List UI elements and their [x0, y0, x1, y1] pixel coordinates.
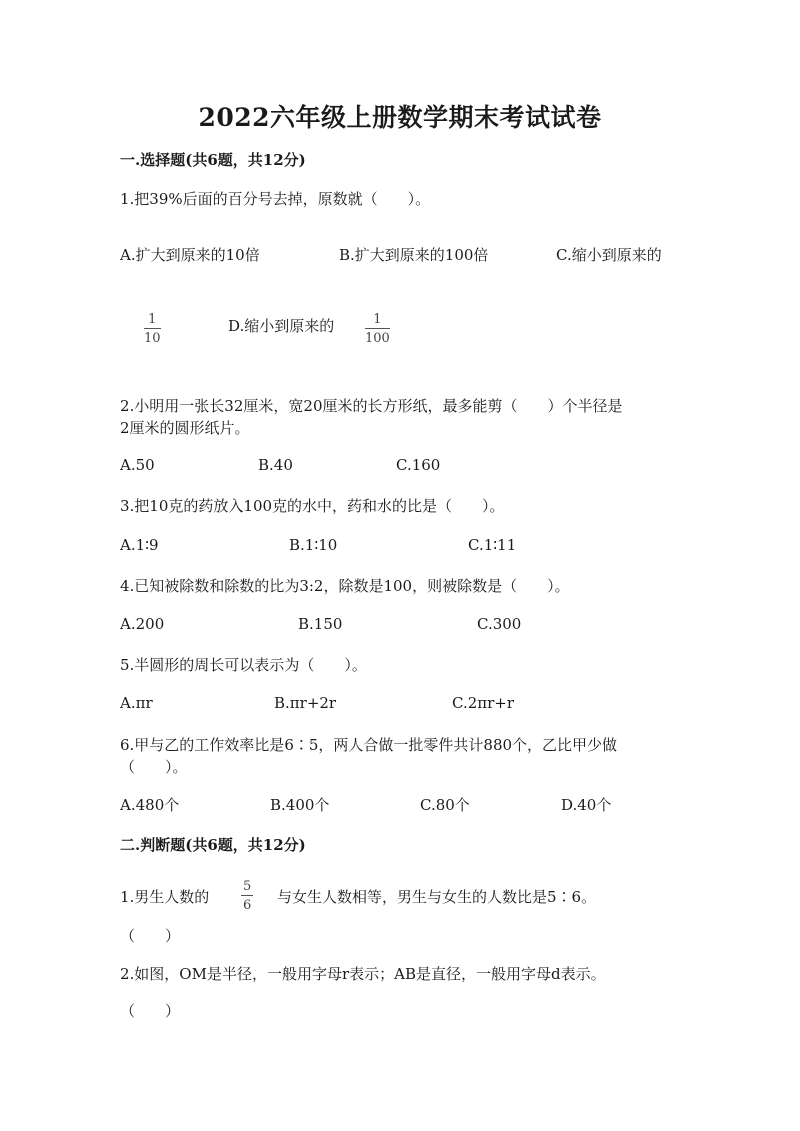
option-c: C.300 — [477, 615, 522, 633]
option-a: A.πr — [120, 694, 153, 712]
option-b: B.πr+2r — [274, 694, 337, 712]
fraction-denominator: 6 — [243, 898, 252, 913]
option-c: C.80个 — [420, 796, 470, 814]
fraction-numerator: 1 — [148, 312, 157, 327]
question-5-text: 5.半圆形的周长可以表示为（ ）。 — [120, 656, 367, 674]
judgment-1-answer-paren: （ ） — [120, 927, 181, 945]
section-heading-choice: 一.选择题(共6题，共12分) — [120, 151, 306, 169]
question-2-line-1: 2.小明用一张长32厘米，宽20厘米的长方形纸，最多能剪（ ）个半径是 — [120, 397, 623, 415]
option-b: B.1∶10 — [289, 536, 338, 554]
question-2-line-2: 2厘米的圆形纸片。 — [120, 419, 250, 437]
question-6-line-1: 6.甲与乙的工作效率比是6∶5，两人合做一批零件共计880个，乙比甲少做 — [120, 736, 618, 754]
fraction-denominator: 10 — [144, 331, 161, 346]
option-d: D.40个 — [561, 796, 612, 814]
fraction-denominator: 100 — [365, 331, 390, 346]
fraction-one-tenth — [144, 313, 161, 345]
option-d: D.缩小到原来的 — [228, 317, 335, 335]
question-1-text: 1.把39%后面的百分号去掉，原数就（ ）。 — [120, 190, 431, 208]
question-6-line-2: （ ）。 — [120, 758, 188, 776]
fraction-numerator: 5 — [243, 879, 252, 894]
fraction-one-hundredth — [365, 313, 390, 345]
page-title: 2022六年级上册数学期末考试试卷 — [198, 103, 602, 132]
option-b: B.40 — [258, 456, 293, 474]
option-b: B.扩大到原来的100倍 — [339, 246, 489, 264]
judgment-2-text: 2.如图，OM是半径，一般用字母r表示；AB是直径，一般用字母d表示。 — [120, 965, 606, 983]
option-c: C.160 — [396, 456, 441, 474]
option-a: A.480个 — [120, 796, 180, 814]
option-a: A.扩大到原来的10倍 — [120, 246, 260, 264]
fraction-five-sixths — [241, 880, 253, 912]
option-c: C.1∶11 — [468, 536, 517, 554]
question-3-text: 3.把10克的药放入100克的水中，药和水的比是（ ）。 — [120, 497, 505, 515]
section-heading-judgment: 二.判断题(共6题，共12分) — [120, 836, 306, 854]
option-c: C.缩小到原来的 — [556, 246, 662, 264]
question-4-text: 4.已知被除数和除数的比为3:2，除数是100，则被除数是（ ）。 — [120, 577, 570, 595]
judgment-2-answer-paren: （ ） — [120, 1002, 181, 1020]
option-a: A.200 — [120, 615, 165, 633]
judgment-1-text-end: 与女生人数相等，男生与女生的人数比是5∶6。 — [277, 888, 597, 906]
option-b: B.150 — [298, 615, 343, 633]
option-a: A.1∶9 — [120, 536, 159, 554]
option-a: A.50 — [120, 456, 155, 474]
judgment-1-text-start: 1.男生人数的 — [120, 888, 210, 906]
option-b: B.400个 — [270, 796, 330, 814]
fraction-numerator: 1 — [373, 312, 382, 327]
option-c: C.2πr+r — [452, 694, 515, 712]
